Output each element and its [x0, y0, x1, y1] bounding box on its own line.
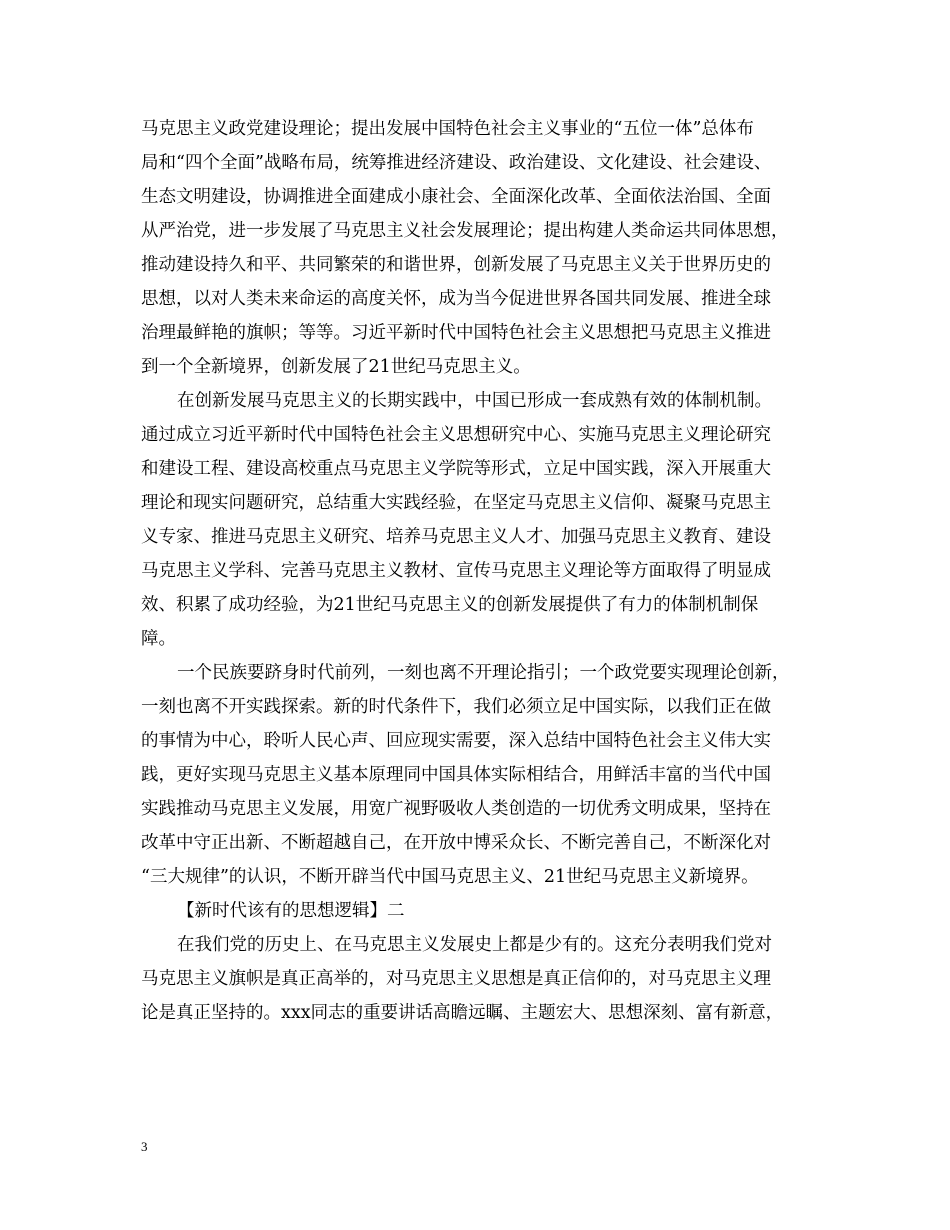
- text-line: 障。: [141, 629, 176, 649]
- text-line: 马克思主义政党建设理论；提出发展中国特色社会主义事业的“五位一体”总体布: [141, 119, 754, 139]
- text-line: 和建设工程、建设高校重点马克思主义学院等形式，立足中国实践，深入开展重大: [141, 459, 771, 479]
- text-line: “三大规律”的认识，不断开辟当代中国马克思主义、21世纪马克思主义新境界。: [141, 867, 759, 887]
- text-line: 到一个全新境界，创新发展了21世纪马克思主义。: [141, 357, 531, 377]
- text-line: 通过成立习近平新时代中国特色社会主义思想研究中心、实施马克思主义理论研究: [141, 425, 771, 445]
- paragraph-start-line: 在创新发展马克思主义的长期实践中，中国已形成一套成熟有效的体制机制。: [177, 391, 772, 411]
- text-line: 实践推动马克思主义发展，用宽广视野吸收人类创造的一切优秀文明成果，坚持在: [141, 799, 771, 819]
- paragraph-start-line: 在我们党的历史上、在马克思主义发展史上都是少有的。这充分表明我们党对: [177, 935, 772, 955]
- paragraph-start-line: 一个民族要跻身时代前列，一刻也离不开理论指引；一个政党要实现理论创新，: [177, 663, 790, 683]
- text-line: 改革中守正出新、不断超越自己，在开放中博采众长、不断完善自己，不断深化对: [141, 833, 771, 853]
- text-line: 思想，以对人类未来命运的高度关怀，成为当今促进世界各国共同发展、推进全球: [141, 289, 771, 309]
- text-line: 从严治党，进一步发展了马克思主义社会发展理论；提出构建人类命运共同体思想，: [141, 221, 789, 241]
- text-line: 马克思主义学科、完善马克思主义教材、宣传马克思主义理论等方面取得了明显成: [141, 561, 771, 581]
- text-line: 马克思主义旗帜是真正高举的，对马克思主义思想是真正信仰的，对马克思主义理: [141, 969, 771, 989]
- text-line: 生态文明建设，协调推进全面建成小康社会、全面深化改革、全面依法治国、全面: [141, 187, 771, 207]
- text-line: 义专家、推进马克思主义研究、培养马克思主义人才、加强马克思主义教育、建设: [141, 527, 771, 547]
- text-line: 一刻也离不开实践探索。新的时代条件下，我们必须立足中国实际，以我们正在做: [141, 697, 771, 717]
- text-line: 局和“四个全面”战略布局，统筹推进经济建设、政治建设、文化建设、社会建设、: [141, 153, 772, 173]
- text-line: 推动建设持久和平、共同繁荣的和谐世界，创新发展了马克思主义关于世界历史的: [141, 255, 771, 275]
- text-line: 治理最鲜艳的旗帜；等等。习近平新时代中国特色社会主义思想把马克思主义推进: [141, 323, 771, 343]
- page-number: 3: [141, 1139, 148, 1154]
- text-line: 论是真正坚持的。xxx同志的重要讲话高瞻远瞩、主题宏大、思想深刻、富有新意，: [141, 1003, 784, 1023]
- text-line: 效、积累了成功经验，为21世纪马克思主义的创新发展提供了有力的体制机制保: [141, 595, 759, 615]
- text-line: 理论和现实问题研究，总结重大实践经验，在坚定马克思主义信仰、凝聚马克思主: [141, 493, 771, 513]
- text-line: 践，更好实现马克思主义基本原理同中国具体实际相结合，用鲜活丰富的当代中国: [141, 765, 771, 785]
- text-line: 的事情为中心，聆听人民心声、回应现实需要，深入总结中国特色社会主义伟大实: [141, 731, 771, 751]
- section-heading: 【新时代该有的思想逻辑】二: [177, 901, 405, 921]
